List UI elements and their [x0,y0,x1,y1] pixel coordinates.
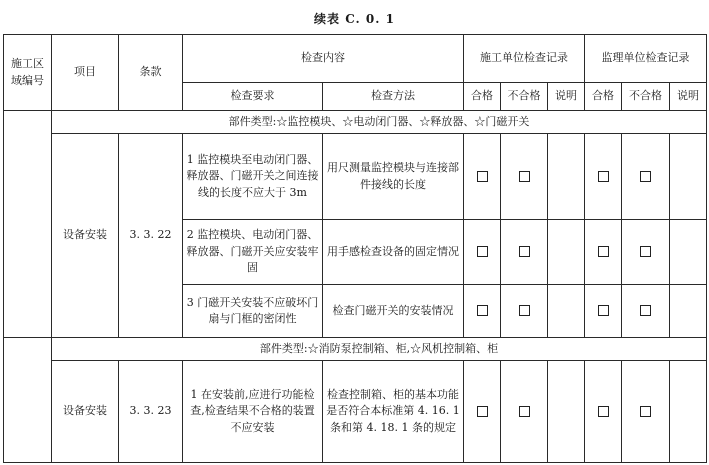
header-construction-unit: 施工单位检查记录 [464,35,585,83]
checkbox[interactable] [477,305,488,316]
checkbox[interactable] [477,171,488,182]
section-row [4,338,707,361]
table-row [4,134,707,220]
method-cell: 用尺测量监控模块与连接部件接线的长度 [323,134,464,220]
requirement-cell: 3 门磁开关安装不应破坏门扇与门框的密闭性 [183,285,323,338]
section-label: 部件类型:☆消防泵控制箱、柜,☆风机控制箱、柜 [52,338,707,361]
clause-cell: 3. 3. 23 [119,361,183,463]
construction-fail-cell[interactable] [501,285,548,338]
construction-pass-cell[interactable] [464,220,501,285]
method-cell: 检查门磁开关的安装情况 [323,285,464,338]
supervision-note-cell[interactable] [670,361,707,463]
supervision-fail-cell[interactable] [622,220,670,285]
clause-cell: 3. 3. 22 [119,134,183,338]
requirement-cell: 1 在安装前,应进行功能检查,检查结果不合格的装置不应安装 [183,361,323,463]
supervision-pass-cell[interactable] [585,134,622,220]
supervision-pass-cell[interactable] [585,285,622,338]
header-construction-fail: 不合格 [501,83,548,111]
inspection-record-table [3,34,707,463]
checkbox[interactable] [598,406,609,417]
construction-fail-cell[interactable] [501,220,548,285]
header-method: 检查方法 [323,83,464,111]
header-row-1 [4,35,707,83]
checkbox[interactable] [477,406,488,417]
table-caption: 续表 C. 0. 1 [314,12,395,26]
requirement-cell: 1 监控模块至电动闭门器、释放器、门磁开关之间连接线的长度不应大于 3m [183,134,323,220]
supervision-pass-cell[interactable] [585,220,622,285]
header-construction-pass: 合格 [464,83,501,111]
header-construction-note: 说明 [548,83,585,111]
header-supervision-note: 说明 [670,83,707,111]
section-row [4,111,707,134]
header-supervision-fail: 不合格 [622,83,670,111]
header-content: 检查内容 [183,35,464,83]
zone-cell [4,338,52,463]
construction-fail-cell[interactable] [501,361,548,463]
header-item: 项目 [52,35,119,111]
supervision-fail-cell[interactable] [622,285,670,338]
checkbox[interactable] [640,171,651,182]
supervision-fail-cell[interactable] [622,361,670,463]
supervision-note-cell[interactable] [670,285,707,338]
construction-note-cell[interactable] [548,361,585,463]
checkbox[interactable] [519,406,530,417]
section-label: 部件类型:☆监控模块、☆电动闭门器、☆释放器、☆门磁开关 [52,111,707,134]
checkbox[interactable] [477,246,488,257]
header-clause: 条款 [119,35,183,111]
header-supervision-pass: 合格 [585,83,622,111]
construction-note-cell[interactable] [548,220,585,285]
item-cell: 设备安装 [52,134,119,338]
checkbox[interactable] [598,305,609,316]
supervision-fail-cell[interactable] [622,134,670,220]
checkbox[interactable] [598,246,609,257]
header-requirement: 检查要求 [183,83,323,111]
supervision-note-cell[interactable] [670,134,707,220]
checkbox[interactable] [640,406,651,417]
construction-pass-cell[interactable] [464,134,501,220]
requirement-cell: 2 监控模块、电动闭门器、释放器、门磁开关应安装牢固 [183,220,323,285]
checkbox[interactable] [640,305,651,316]
header-zone: 施工区域编号 [4,35,52,111]
supervision-note-cell[interactable] [670,220,707,285]
checkbox[interactable] [519,246,530,257]
zone-cell [4,111,52,338]
method-cell: 用手感检查设备的固定情况 [323,220,464,285]
construction-fail-cell[interactable] [501,134,548,220]
checkbox[interactable] [519,171,530,182]
construction-pass-cell[interactable] [464,361,501,463]
construction-pass-cell[interactable] [464,285,501,338]
item-cell: 设备安装 [52,361,119,463]
header-supervision-unit: 监理单位检查记录 [585,35,707,83]
method-cell: 检查控制箱、柜的基本功能是否符合本标准第 4. 16. 1 条和第 4. 18. 1 条的规定 [323,361,464,463]
checkbox[interactable] [598,171,609,182]
checkbox[interactable] [519,305,530,316]
table-row [4,361,707,463]
checkbox[interactable] [640,246,651,257]
supervision-pass-cell[interactable] [585,361,622,463]
construction-note-cell[interactable] [548,285,585,338]
construction-note-cell[interactable] [548,134,585,220]
